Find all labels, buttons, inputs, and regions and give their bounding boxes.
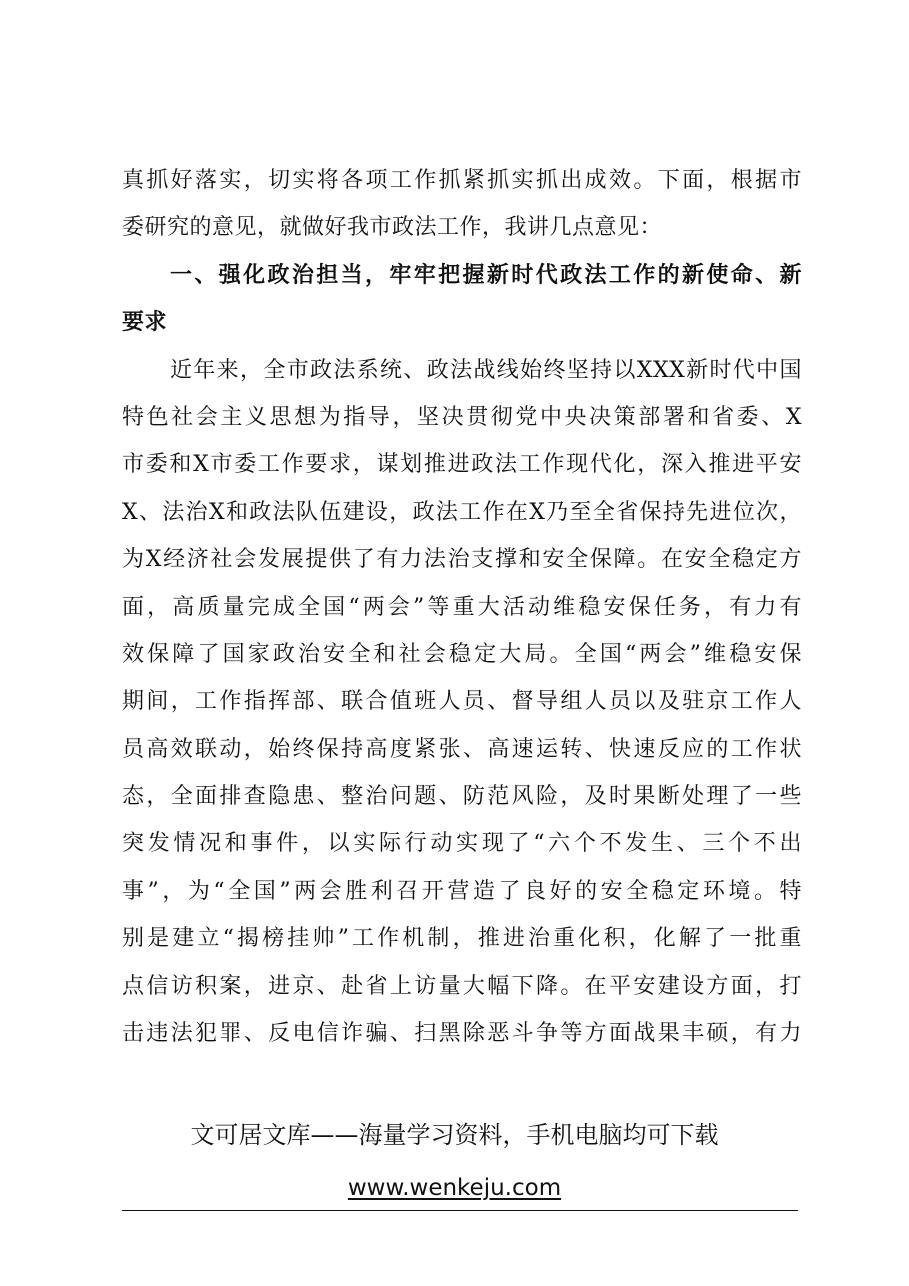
paragraph-line: 事”，为“全国”两会胜利召开营造了良好的安全稳定环境。特	[122, 878, 802, 904]
paragraph-line: 近年来，全市政法系统、政法战线始终坚持以XXX新时代中国	[170, 357, 802, 383]
paragraph-line: X、法治X和政法队伍建设，政法工作在X乃至全省保持先进位次，	[122, 499, 802, 525]
paragraph-line: 为X经济社会发展提供了有力法治支撑和安全保障。在安全稳定方	[122, 547, 802, 573]
document-body	[122, 157, 802, 1057]
footer-divider	[122, 1210, 798, 1211]
paragraph-line: 委研究的意见，就做好我市政法工作，我讲几点意见：	[122, 215, 663, 241]
paragraph-line: 市委和X市委工作要求，谋划推进政法工作现代化，深入推进平安	[122, 452, 802, 478]
section-heading-line: 要求	[122, 310, 168, 336]
paragraph-line: 真抓好落实，切实将各项工作抓紧抓实抓出成效。下面，根据市	[122, 168, 802, 193]
paragraph-line: 突发情况和事件，以实际行动实现了“六个不发生、三个不出	[122, 831, 802, 857]
paragraph-line: 态，全面排查隐患、整治问题、防范风险，及时果断处理了一些	[122, 784, 802, 810]
paragraph-line: 员高效联动，始终保持高度紧张、高速运转、快速反应的工作状	[122, 736, 802, 762]
paragraph-line: 期间，工作指挥部、联合值班人员、督导组人员以及驻京工作人	[122, 689, 802, 715]
paragraph-line: 击违法犯罪、反电信诈骗、扫黑除恶斗争等方面战果丰硕，有力	[122, 1021, 802, 1047]
paragraph-line: 别是建立“揭榜挂帅”工作机制，推进治重化积，化解了一批重	[122, 926, 802, 952]
footer-link[interactable]: www.wenkeju.com	[347, 1175, 562, 1201]
footer-link-container	[0, 1175, 909, 1201]
section-heading-line: 一、强化政治担当，牢牢把握新时代政法工作的新使命、新	[170, 262, 802, 288]
paragraph-line: 面，高质量完成全国“两会”等重大活动维稳安保任务，有力有	[122, 594, 802, 620]
paragraph-line: 点信访积案，进京、赴省上访量大幅下降。在平安建设方面，打	[122, 973, 802, 999]
paragraph-line: 效保障了国家政治安全和社会稳定大局。全国“两会”维稳安保	[122, 641, 802, 667]
footer-title: 文可居文库——海量学习资料，手机电脑均可下载	[190, 1121, 719, 1149]
paragraph-line: 特色社会主义思想为指导，坚决贯彻党中央决策部署和省委、X	[122, 404, 802, 430]
